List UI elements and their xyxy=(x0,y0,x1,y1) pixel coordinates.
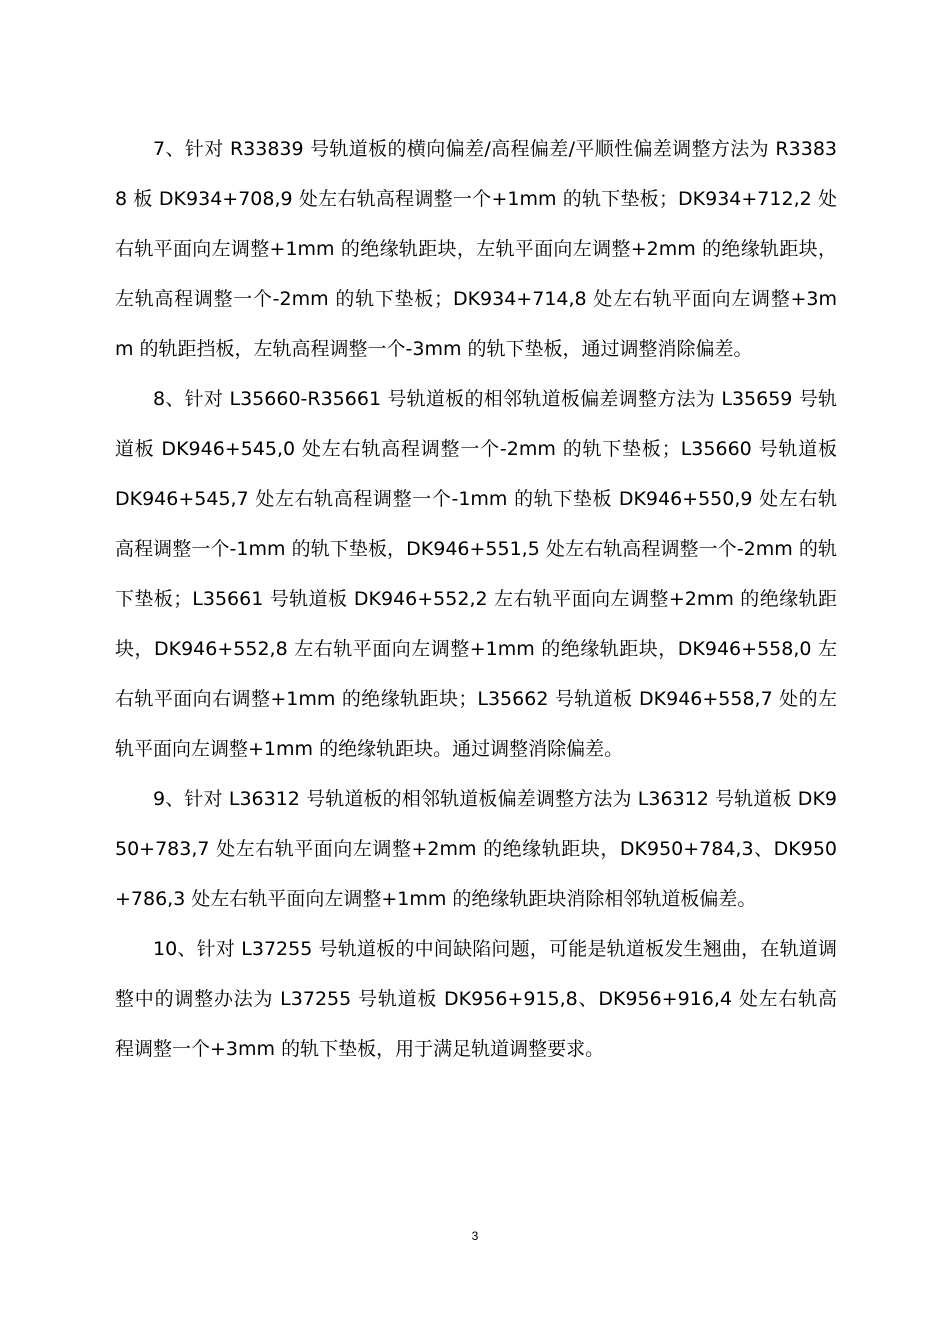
paragraph-item-9: 9、针对 L36312 号轨道板的相邻轨道板偏差调整方法为 L36312 号轨道板 DK950+783,7 处左右轨平面向左调整+2mm 的绝缘轨距块，DK950+784,3、DK950+786,3 处左右轨平面向左调整+1mm 的绝缘轨距块消除相邻轨道板偏差。 xyxy=(115,788,837,910)
paragraph-item-8: 8、针对 L35660-R35661 号轨道板的相邻轨道板偏差调整方法为 L35659 号轨道板 DK946+545,0 处左右轨高程调整一个-2mm 的轨下垫板；L35660 号轨道板 DK946+545,7 处左右轨高程调整一个-1mm 的轨下垫板 DK946+550,9 处左右轨高程调整一个-1mm 的轨下垫板，DK946+551,5 处左右轨高程调整一个-2mm 的轨下垫板；L35661 号轨道板 DK946+552,2 左右轨平面向左调整+2mm 的绝缘轨距块，DK946+552,8 左右轨平面向左调整+1mm 的绝缘轨距块，DK946+558,0 左右轨平面向右调整+1mm 的绝缘轨距块；L35662 号轨道板 DK946+558,7 处的左轨平面向左调整+1mm 的绝缘轨距块。通过调整消除偏差。 xyxy=(115,388,837,760)
paragraph-item-10: 10、针对 L37255 号轨道板的中间缺陷问题，可能是轨道板发生翘曲，在轨道调整中的调整办法为 L37255 号轨道板 DK956+915,8、DK956+916,4 处左右轨高程调整一个+3mm 的轨下垫板，用于满足轨道调整要求。 xyxy=(115,938,837,1060)
document-body xyxy=(115,124,837,1074)
paragraph-item-7: 7、针对 R33839 号轨道板的横向偏差/高程偏差/平顺性偏差调整方法为 R33838 板 DK934+708,9 处左右轨高程调整一个+1mm 的轨下垫板；DK934+712,2 处右轨平面向左调整+1mm 的绝缘轨距块，左轨平面向左调整+2mm 的绝缘轨距块，左轨高程调整一个-2mm 的轨下垫板；DK934+714,8 处左右轨平面向左调整+3mm 的轨距挡板，左轨高程调整一个-3mm 的轨下垫板，通过调整消除偏差。 xyxy=(115,138,837,360)
page-number: 3 xyxy=(471,1229,479,1243)
